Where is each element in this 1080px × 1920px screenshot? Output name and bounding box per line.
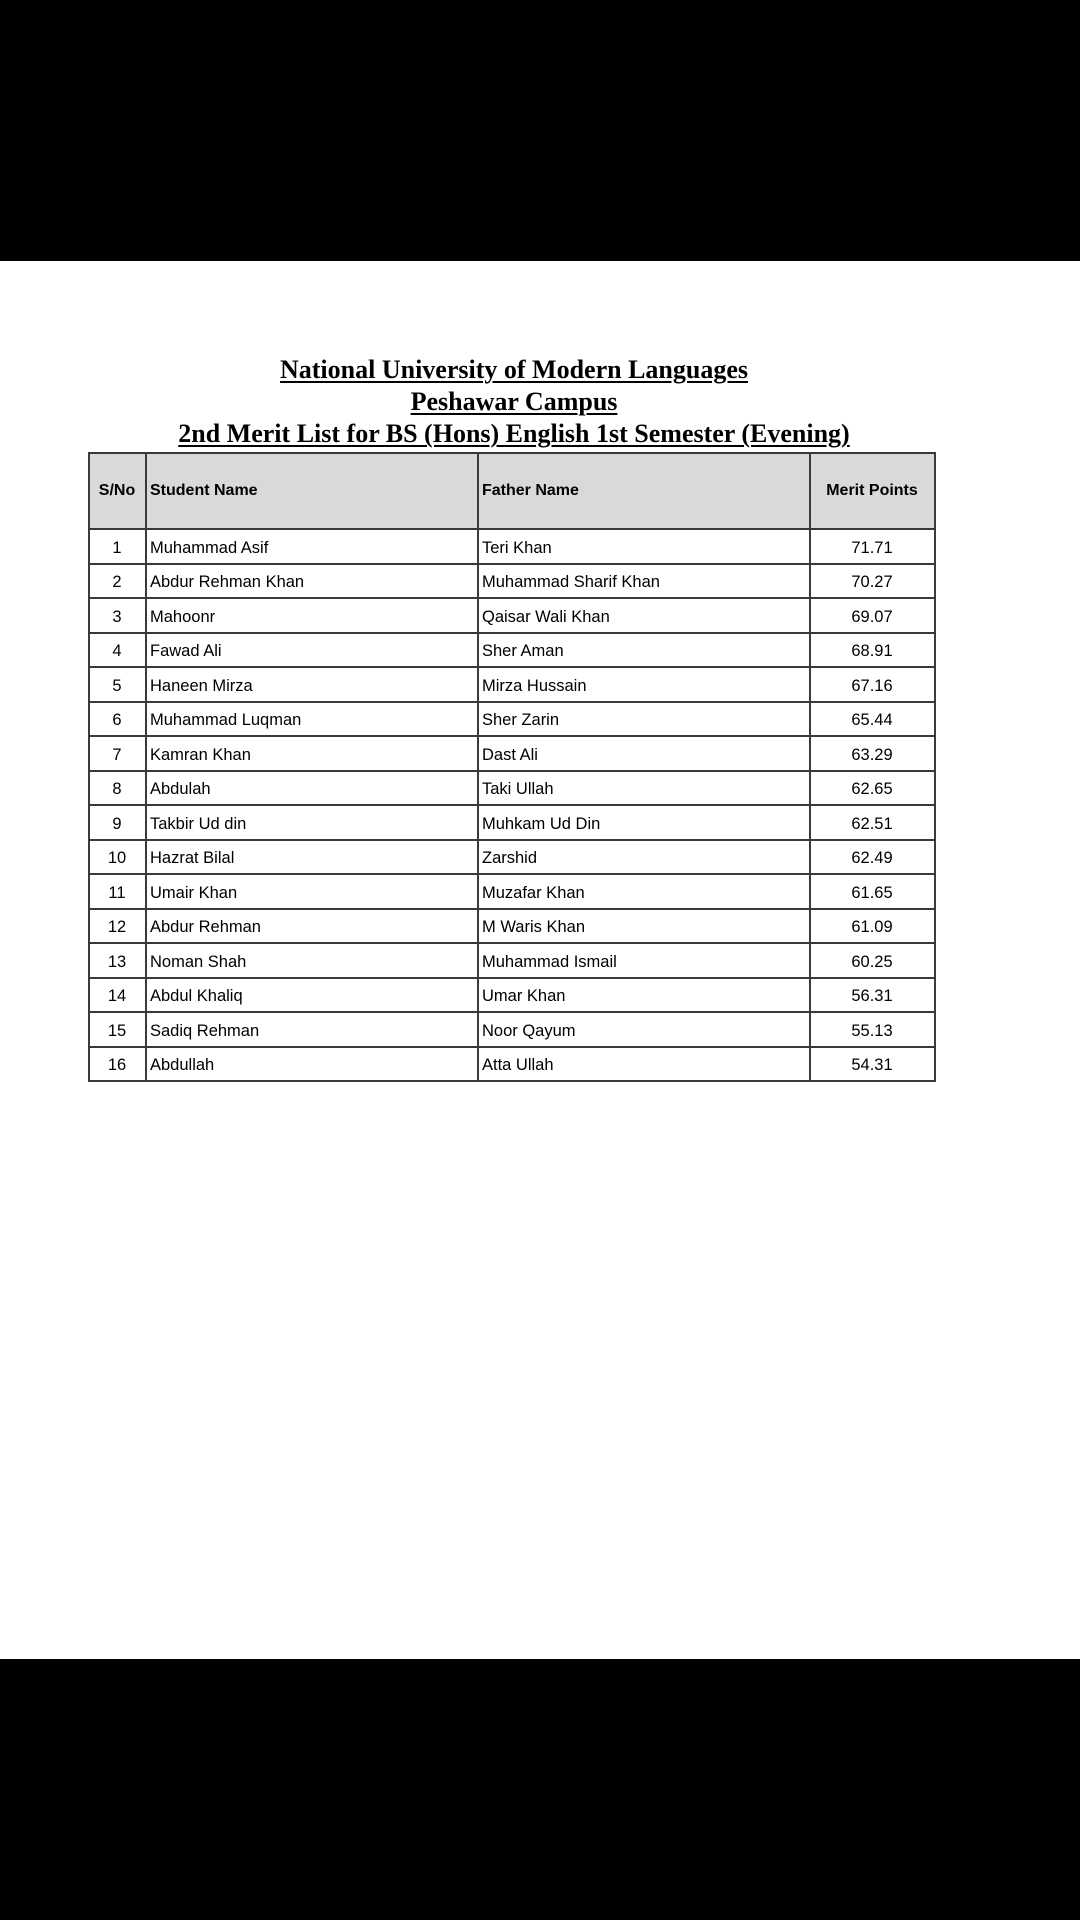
cell-sno: 8: [89, 771, 146, 806]
cell-merit-points: 60.25: [810, 943, 935, 978]
header-sno: S/No: [89, 453, 146, 529]
table-body: [89, 529, 935, 1081]
table-row: [89, 667, 935, 702]
cell-sno: 1: [89, 529, 146, 564]
cell-sno: 14: [89, 978, 146, 1013]
cell-merit-points: 54.31: [810, 1047, 935, 1082]
table-row: [89, 943, 935, 978]
cell-student-name: Umair Khan: [146, 874, 478, 909]
cell-sno: 3: [89, 598, 146, 633]
document-page: [0, 261, 1080, 1659]
title-line-2-container: [0, 387, 1054, 417]
table-row: [89, 909, 935, 944]
table-row: [89, 529, 935, 564]
cell-father-name: Taki Ullah: [478, 771, 810, 806]
cell-student-name: Kamran Khan: [146, 736, 478, 771]
cell-student-name: Fawad Ali: [146, 633, 478, 668]
table-row: [89, 1047, 935, 1082]
table-row: [89, 978, 935, 1013]
cell-sno: 6: [89, 702, 146, 737]
cell-merit-points: 61.65: [810, 874, 935, 909]
table-row: [89, 598, 935, 633]
cell-student-name: Abdul Khaliq: [146, 978, 478, 1013]
title-line-3-container: [0, 419, 1054, 449]
cell-merit-points: 62.51: [810, 805, 935, 840]
cell-student-name: Takbir Ud din: [146, 805, 478, 840]
cell-father-name: Muzafar Khan: [478, 874, 810, 909]
university-title: National University of Modern Languages: [280, 355, 748, 384]
merit-list-table: [88, 452, 936, 1082]
cell-father-name: Atta Ullah: [478, 1047, 810, 1082]
cell-student-name: Haneen Mirza: [146, 667, 478, 702]
table-row: [89, 771, 935, 806]
cell-father-name: Zarshid: [478, 840, 810, 875]
table-row: [89, 1012, 935, 1047]
cell-student-name: Mahoonr: [146, 598, 478, 633]
cell-sno: 4: [89, 633, 146, 668]
cell-sno: 2: [89, 564, 146, 599]
cell-student-name: Abdullah: [146, 1047, 478, 1082]
cell-father-name: Muhammad Sharif Khan: [478, 564, 810, 599]
cell-sno: 12: [89, 909, 146, 944]
cell-sno: 11: [89, 874, 146, 909]
cell-merit-points: 68.91: [810, 633, 935, 668]
cell-sno: 16: [89, 1047, 146, 1082]
cell-father-name: Mirza Hussain: [478, 667, 810, 702]
cell-sno: 5: [89, 667, 146, 702]
cell-father-name: Noor Qayum: [478, 1012, 810, 1047]
table-row: [89, 702, 935, 737]
cell-student-name: Noman Shah: [146, 943, 478, 978]
cell-student-name: Muhammad Luqman: [146, 702, 478, 737]
cell-merit-points: 61.09: [810, 909, 935, 944]
cell-merit-points: 70.27: [810, 564, 935, 599]
cell-sno: 13: [89, 943, 146, 978]
cell-student-name: Muhammad Asif: [146, 529, 478, 564]
header-row: [89, 453, 935, 529]
cell-merit-points: 55.13: [810, 1012, 935, 1047]
table-row: [89, 840, 935, 875]
cell-merit-points: 63.29: [810, 736, 935, 771]
campus-title: Peshawar Campus: [410, 387, 618, 416]
cell-father-name: Dast Ali: [478, 736, 810, 771]
cell-student-name: Hazrat Bilal: [146, 840, 478, 875]
cell-merit-points: 71.71: [810, 529, 935, 564]
cell-merit-points: 62.65: [810, 771, 935, 806]
cell-student-name: Abdur Rehman: [146, 909, 478, 944]
cell-father-name: Umar Khan: [478, 978, 810, 1013]
cell-father-name: Qaisar Wali Khan: [478, 598, 810, 633]
cell-father-name: Muhammad Ismail: [478, 943, 810, 978]
cell-sno: 7: [89, 736, 146, 771]
cell-merit-points: 56.31: [810, 978, 935, 1013]
cell-father-name: M Waris Khan: [478, 909, 810, 944]
cell-father-name: Muhkam Ud Din: [478, 805, 810, 840]
merit-list-title: 2nd Merit List for BS (Hons) English 1st Semester (Evening): [178, 419, 850, 448]
header-merit-points: Merit Points: [810, 453, 935, 529]
table-row: [89, 564, 935, 599]
cell-merit-points: 69.07: [810, 598, 935, 633]
table-row: [89, 736, 935, 771]
cell-father-name: Sher Aman: [478, 633, 810, 668]
cell-student-name: Sadiq Rehman: [146, 1012, 478, 1047]
cell-merit-points: 67.16: [810, 667, 935, 702]
cell-sno: 10: [89, 840, 146, 875]
table-row: [89, 874, 935, 909]
cell-father-name: Teri Khan: [478, 529, 810, 564]
cell-student-name: Abdulah: [146, 771, 478, 806]
table-row: [89, 633, 935, 668]
table-header: [89, 453, 935, 529]
title-line-1-container: [0, 355, 1054, 385]
header-student-name: Student Name: [146, 453, 478, 529]
cell-merit-points: 62.49: [810, 840, 935, 875]
cell-sno: 15: [89, 1012, 146, 1047]
header-father-name: Father Name: [478, 453, 810, 529]
cell-student-name: Abdur Rehman Khan: [146, 564, 478, 599]
cell-sno: 9: [89, 805, 146, 840]
cell-father-name: Sher Zarin: [478, 702, 810, 737]
cell-merit-points: 65.44: [810, 702, 935, 737]
table-row: [89, 805, 935, 840]
